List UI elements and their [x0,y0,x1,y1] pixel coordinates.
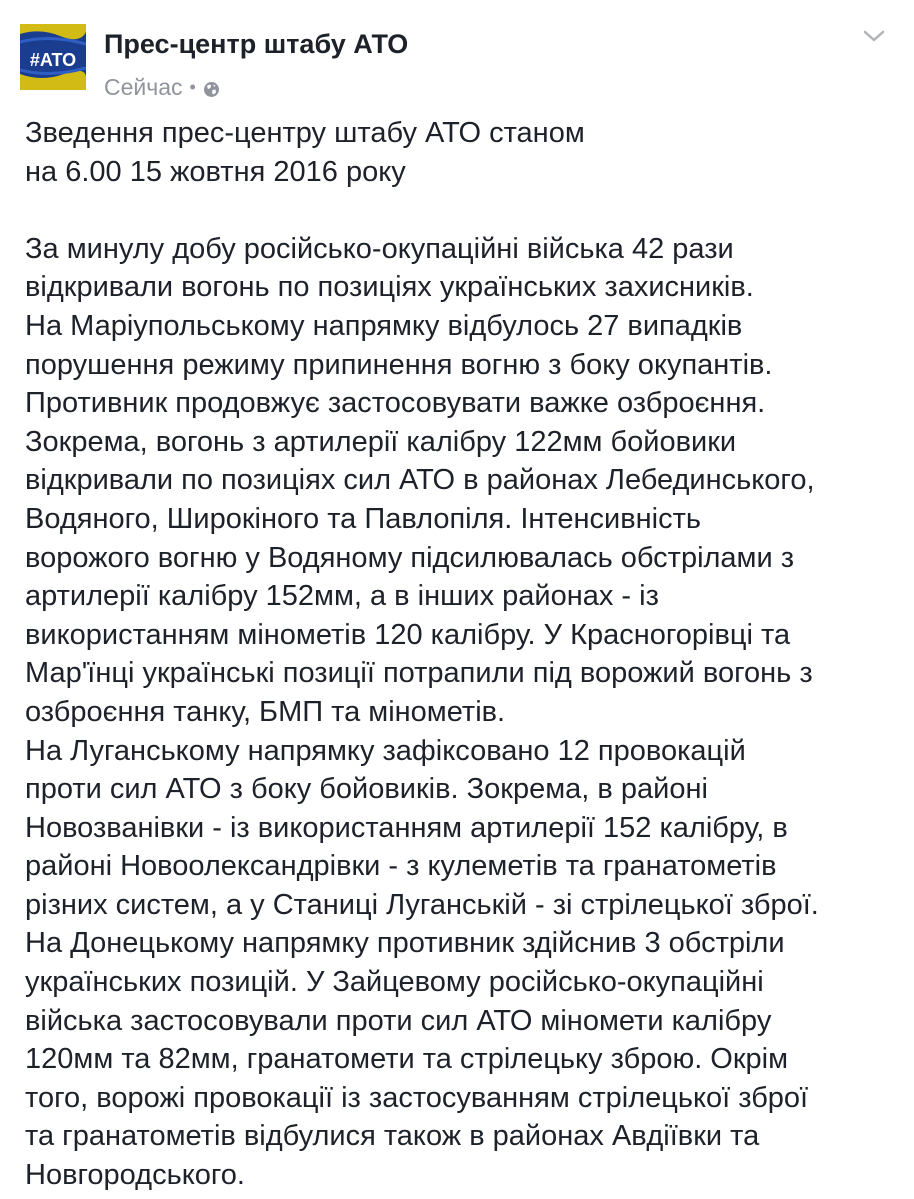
avatar-logo [20,24,86,90]
page-avatar[interactable] [20,24,86,90]
post-text-line: Водяного, Широкіного та Павлопіля. Інтенсивність [25,502,701,535]
post-text-line: Противник продовжує застосовувати важке озброєння. [25,387,766,420]
post-text-line: на 6.00 15 жовтня 2016 року [25,155,406,188]
post-text-line: артилерії калібру 152мм, а в інших районах - із [25,580,659,613]
page-name-link[interactable]: Прес-центр штабу АТО [104,29,409,59]
meta-separator: • [189,77,196,97]
post-text-line: районі Новоолександрівки - з кулеметів та гранатометів [25,850,777,883]
post-text-line: озброєння танку, БМП та мінометів. [25,695,506,728]
post-header [20,24,894,104]
post-text-line: Зокрема, вогонь з артилерії калібру 122мм бойовики [25,425,737,458]
post-text-line: На Луганському напрямку зафіксовано 12 провокацій [25,734,746,767]
post-text-line: 120мм та 82мм, гранатомети та стрілецьку зброю. Окрім [25,1043,789,1076]
post-text-line: різних систем, а у Станиці Луганській - зі стрілецької зброї. [25,888,819,921]
post-text-line: відкривали вогонь по позиціях українських захисників. [25,271,754,304]
post-meta [104,74,220,101]
post-text-line: Новозванівки - із використанням артилерії 152 калібру, в [25,811,788,844]
post-text-line: ворожого вогню у Водяному підсилювалась обстрілами з [25,541,795,574]
post-timestamp[interactable]: Сейчас [104,74,183,100]
globe-icon [203,77,220,94]
avatar-text: #ATO [29,50,77,70]
post-text-line: Мар'їнці українські позиції потрапили під ворожий вогонь з [25,657,813,690]
post-text-line: Зведення прес-центру штабу АТО станом [25,117,585,149]
post-text-line: На Маріупольському напрямку відбулось 27 випадків [25,309,743,342]
post-text-line: відкривали по позиціях сил АТО в районах Лебединського, [25,464,815,497]
post-text-line: та гранатометів відбулися також в районах Авдіївки та [25,1120,760,1153]
post-body-text [25,114,905,1195]
post-text-line: проти сил АТО з боку бойовиків. Зокрема, в районі [25,773,708,806]
post-text-line: війська застосовували проти сил АТО міномети калібру [25,1004,772,1037]
post-text-line: використанням мінометів 120 калібру. У Красногорівці та [25,618,791,651]
post-text-line: українських позицій. У Зайцевому російсько-окупаційні [25,966,764,999]
chevron-down-icon[interactable] [860,26,888,46]
post-text-line: На Донецькому напрямку противник здійснив 3 обстріли [25,927,785,960]
post-text-line: За минулу добу російсько-окупаційні війська 42 рази [25,232,734,265]
post-text-line: Новгородського. [25,1159,245,1192]
post-text-line: того, ворожі провокації із застосуванням стрілецької зброї [25,1081,809,1114]
blank-line [25,191,905,230]
post-text-line: порушення режиму припинення вогню з боку окупантів. [25,348,773,381]
